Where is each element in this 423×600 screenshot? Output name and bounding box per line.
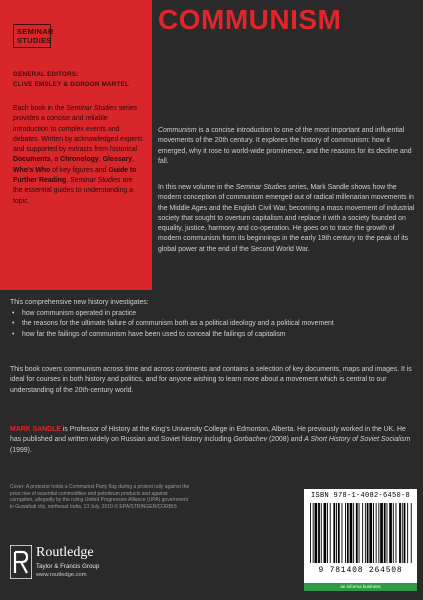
barcode-icon	[308, 503, 413, 565]
desc-run: , a	[50, 156, 61, 164]
desc-run: ,	[132, 156, 135, 164]
barcode-bar	[310, 503, 311, 563]
seminar-studies-logo	[13, 24, 54, 48]
desc-run: of key figures and	[50, 166, 109, 174]
barcode-bar	[327, 503, 328, 563]
desc-run: Seminar Studies	[66, 105, 117, 112]
barcode-bar	[407, 503, 408, 563]
barcode-box	[304, 489, 417, 583]
desc-run: are the essential guides to understanding a topic.	[13, 177, 133, 205]
publisher-url[interactable]: www.routledge.com	[36, 572, 87, 578]
list-item: • how far the failings of communism have been used to conceal the failings of capitalism	[10, 330, 410, 340]
intro-text: is a concise introduction to one of the most important and influential movements of the 20th century. It explores the history of communism: how it emerged, why it rose to world-wide prominence, and the reasons for its decline and fall.	[158, 127, 412, 165]
barcode-bar	[330, 503, 331, 563]
barcode-bar	[321, 503, 322, 563]
author-bio-a: is Professor of History at the King’s University College in Edmonton, Alberta. He previously worked in the UK. He has published and written widely on Russian and Soviet history including	[10, 426, 406, 444]
publisher-block	[10, 545, 150, 585]
barcode-digits: 9 781408 264508	[318, 566, 403, 575]
barcode-bar	[333, 503, 335, 563]
barcode-bar	[353, 503, 354, 563]
barcode-bar	[411, 503, 412, 563]
barcode-bar	[324, 503, 327, 563]
series-paragraph	[158, 183, 418, 255]
informa-tag: an informa business	[304, 583, 417, 591]
desc-run: ,	[66, 177, 71, 185]
series-panel	[0, 0, 152, 290]
book-title: COMMUNISM	[158, 4, 342, 35]
barcode-bar	[350, 503, 353, 563]
series-description	[13, 104, 143, 207]
barcode-bar	[396, 503, 397, 563]
desc-run: Seminar Studies	[70, 177, 121, 185]
desc-run: Chronology	[60, 156, 99, 164]
barcode-bar	[367, 503, 369, 563]
barcode-bar	[342, 503, 343, 563]
barcode-bar	[369, 503, 372, 563]
desc-run: Documents	[13, 156, 51, 164]
author-paragraph	[10, 425, 415, 456]
barcode-bar	[359, 503, 360, 563]
barcode-bar	[393, 503, 394, 563]
routledge-logo-icon	[10, 545, 32, 579]
barcode-bar	[404, 503, 406, 563]
barcode-bar	[399, 503, 401, 563]
barcode-bar	[387, 503, 388, 563]
author-bio-b: (2008) and	[267, 436, 305, 444]
intro-paragraph	[158, 126, 418, 167]
logo-line-2: STUDIES	[17, 36, 52, 45]
desc-run: Glossary	[102, 156, 133, 164]
barcode-bar	[402, 503, 403, 563]
para2-b: series, Mark Sandle shows how the modern conception of communism emerged out of radical millenarian movements in the Middle Ages and the English Civil War, becoming a mass movement of industrial society that sought to overturn capitalism and replace it with a society founded on equality, justice, harmony and co-operation. He goes on to trace the growth of modern communism from its beginnings in the early 19th century to the peak of its global power at the end of the Second World War.	[158, 184, 415, 253]
investigates-list	[10, 309, 410, 340]
barcode-bar	[356, 503, 358, 563]
desc-run: Guide to Further Reading	[13, 166, 137, 185]
barcode-bar	[384, 503, 386, 563]
barcode-bar	[345, 503, 346, 563]
barcode-bar	[373, 503, 374, 563]
desc-run: series provides a concise and reliable introduction to complex events and debates. Written by acknowledged experts and supported by extracts from historical	[13, 105, 143, 154]
para2-a: In this new volume in the	[158, 184, 236, 191]
barcode-bar	[336, 503, 337, 563]
barcode-bar	[318, 503, 320, 563]
editors-names: CLIVE EMSLEY & GORDON MARTEL	[13, 81, 130, 88]
list-item: • how communism operated in practice	[10, 309, 410, 319]
publisher-name: Routledge	[36, 545, 94, 560]
barcode-bar	[378, 503, 379, 563]
author-bio-c: (1999).	[10, 446, 32, 454]
editors-heading: GENERAL EDITORS:	[13, 71, 79, 78]
barcode-bar	[376, 503, 377, 563]
barcode-bar	[347, 503, 349, 563]
para2-series: Seminar Studies	[235, 184, 287, 191]
author-book-2: A Short History of Soviet Socialism	[304, 436, 411, 444]
intro-title: Communism	[158, 127, 197, 134]
barcode-bar	[362, 503, 363, 563]
barcode-bar	[338, 503, 340, 563]
author-name: MARK SANDLE	[10, 426, 61, 433]
desc-run: ,	[98, 156, 103, 164]
cover-credit: Cover: A protestor holds a Communist Party flag during a protest rally against the price rise of essential commodities and petroleum products and against corruption, allegedly by the ruling United Progressive Alliance (UPA) government in Guwahati city, northeast India, 13 July, 2010 © EPA/STRINGER/CORBIS	[10, 484, 190, 510]
publisher-group: Taylor & Francis Group	[36, 563, 100, 570]
barcode-bar	[315, 503, 318, 563]
barcode-bar	[389, 503, 392, 563]
barcode-bar	[365, 503, 366, 563]
author-book-1: Gorbachev	[233, 436, 268, 444]
desc-run: Who’s Who	[13, 166, 51, 174]
isbn-label: ISBN 978-1-4082-6450-8	[310, 492, 410, 500]
desc-run: Each book in the	[13, 105, 67, 112]
investigates-intro: This comprehensive new history investigates:	[10, 299, 149, 306]
barcode-bar	[380, 503, 383, 563]
coverage-paragraph: This book covers communism across time and across continents and contains a selection of key documents, maps and images. It is ideal for courses in both history and politics, and for anyone wishing to learn more about a movement which is central to our understanding of the 20th-century world.	[10, 366, 412, 394]
list-item: • the reasons for the ultimate failure of communism both as a political ideology and a political movement	[10, 319, 410, 329]
logo-line-1: SEMINAR	[17, 27, 54, 36]
barcode-bar	[313, 503, 314, 563]
